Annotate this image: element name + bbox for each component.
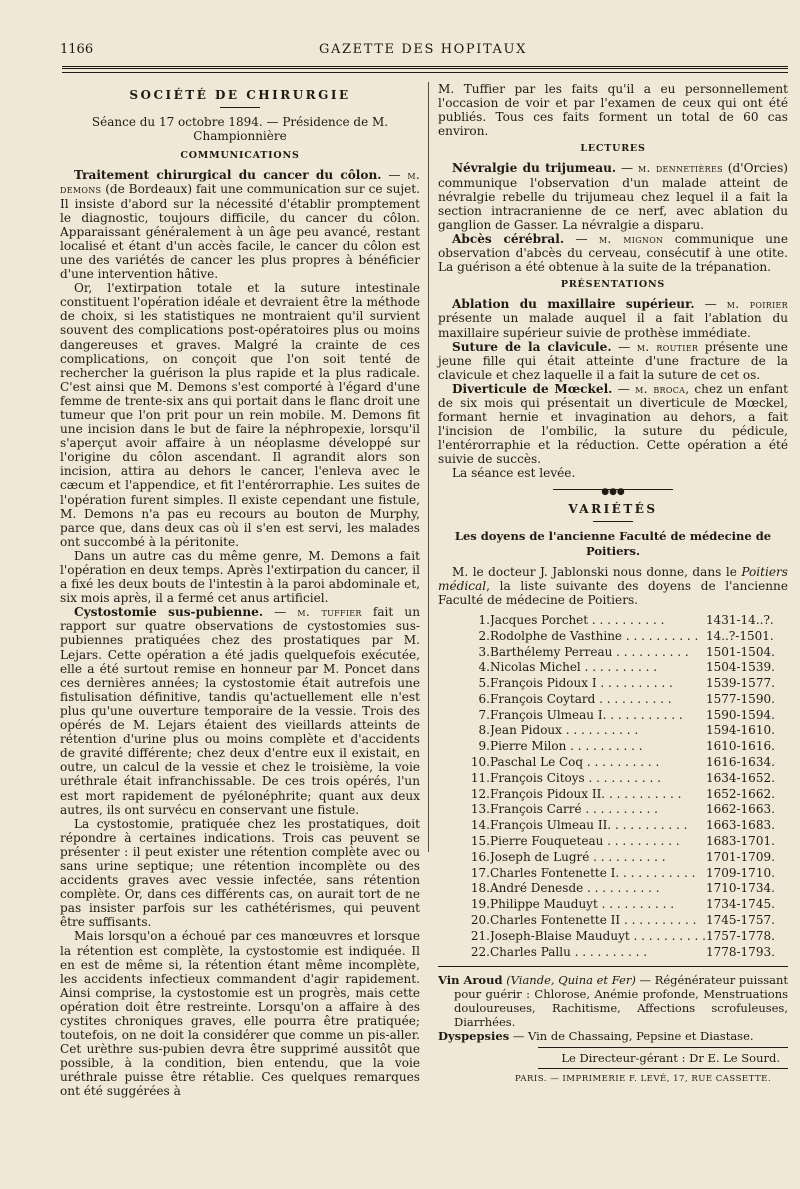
dean-dates: 1501-1504. xyxy=(705,644,775,659)
dean-name: François Pidoux II. . . . . . . . . . . xyxy=(490,786,682,801)
dean-name: Nicolas Michel . . . . . . . . . . xyxy=(490,660,658,675)
header-rule xyxy=(62,72,788,73)
paragraph-clavicule: Suture de la clavicule. — m. routier présente une jeune fille qui était atteinte d'une fracture de la clavicule et chez laquelle il a fait la suture de cet os. xyxy=(438,339,788,382)
dean-row xyxy=(468,660,775,676)
dean-dates: 1652-1662. xyxy=(705,786,775,801)
ad-dyspepsies-lead: Dyspepsies xyxy=(438,1029,510,1044)
deans-table xyxy=(468,613,775,961)
dean-row xyxy=(468,866,775,882)
paragraph-jablonski xyxy=(438,565,788,607)
dean-row xyxy=(468,850,775,866)
dean-name: François Citoys . . . . . . . . . . xyxy=(490,770,661,785)
dean-number: 21. xyxy=(470,928,490,943)
ornament-dots-icon: ●●● xyxy=(601,486,625,497)
ad-dyspepsies xyxy=(438,1029,788,1043)
author-routier: m. routier xyxy=(636,339,699,354)
lead-abces: Abcès cérébral. xyxy=(452,231,565,246)
dean-name: François Pidoux I . . . . . . . . . . xyxy=(490,676,673,691)
dean-row xyxy=(468,723,775,739)
dean-dates: 1778-1793. xyxy=(705,944,775,959)
ad-vin-aroud-text: — Régénérateur puissant pour guérir : Chlorose, Anémie profonde, Menstruations douloureuses, Rachitisme, Affections scrofuleuses, Diarrhées. xyxy=(454,973,789,1030)
dean-row xyxy=(468,881,775,897)
dean-number: 19. xyxy=(470,897,490,912)
dean-number: 13. xyxy=(470,802,490,817)
dean-name: Philippe Mauduyt . . . . . . . . . . xyxy=(490,897,675,912)
paragraph-indications: La cystostomie, pratiquée chez les prostatiques, doit répondre à certaines indications. Trois cas peuvent se présenter : il peut exister une rétention complète avec ou sans urine septique; une rétention incomplète ou des accidents graves avec vessie infectée, sans rétention complète. Or, dans ces différents cas, on aurait tort de ne pas insister parfois sur les cathétérismes, qui peuvent être suffisants. xyxy=(60,816,420,930)
lead-clavicule: Suture de la clavicule. xyxy=(452,339,612,354)
paragraph-retention: Mais lorsqu'on a échoué par ces manœuvres et lorsque la rétention est complète, la cystostomie est indiquée. Il en est de même si, la rétention étant même incomplète, les accidents infectieux commandent d'agir rapidement. Ainsi comprise, la cystostomie est un progrès, mais cette opération doit être restreinte. Lorsqu'on a affaire à des cystites chroniques graves, elle pourra être pratiquée; toutefois, on ne doit la considérer que comme un pis-aller. Cet urèthre sus-pubien devra être supprimé aussitôt que possible, à la condition, bien entendu, que la voie uréthrale puisse être rétablie. Ces quelques remarques ont été suggérées à xyxy=(60,929,420,1099)
dean-number: 7. xyxy=(478,707,490,722)
dean-number: 14. xyxy=(470,818,490,833)
dean-dates: 1662-1663. xyxy=(705,802,775,817)
dean-row xyxy=(468,739,775,755)
dean-dates: 1634-1652. xyxy=(705,770,775,785)
dean-row xyxy=(468,945,775,961)
dean-name: Charles Fontenette II . . . . . . . . . . xyxy=(490,913,697,928)
header-double-rule xyxy=(62,66,788,69)
dean-dates: 1616-1634. xyxy=(705,755,775,770)
paragraph-diverticule: Diverticule de Mœckel. — m. broca, chez un enfant de six mois qui présentait un diverticule de Mœckel, formant hernie et invagination au dehors, a fait l'incision de l'ombilic, la suture du pédicule, l'entérorraphie et la réduction. Cette opération a été suivie de succès. xyxy=(438,381,789,467)
dean-row xyxy=(468,802,775,818)
dean-dates: 1594-1610. xyxy=(705,723,775,738)
dean-number: 12. xyxy=(470,786,490,801)
ad-vin-aroud-lead: Vin Aroud xyxy=(438,973,503,988)
dean-number: 16. xyxy=(470,849,490,864)
intro-text-b: , la liste suivante des doyens de l'ancienne Faculté de médecine de Poitiers. xyxy=(438,578,788,607)
dean-number: 1. xyxy=(478,612,490,627)
text-cystostomie: fait un rapport sur quatre observations de cystostomies sus-pubiennes pratiquées chez des prostatiques par M. Lejars. Cette opération a été jadis quelquefois exécutée, elle a été surtout remise en honneur par M. Poncet dans ces dernières années; la cystostomie était autrefois une fistulisation définitive, tandis qu'actuellement elle n'est plus qu'une ouverture temporaire de la vessie. Trois des opérés de M. Lejars étaient des vieillards atteints de rétention d'urine plus ou moins complète et d'accidents de gravité différente; chez deux d'entre eux il existait, en outre, un calcul de la vessie et chez le troisième, la voie uréthrale était infranchissable. De ces trois opérés, l'un est mort rapidement de pyélonéphrite; quant aux deux autres, ils ont survécu en conservant une fistule. xyxy=(60,605,420,817)
paragraph-maxillaire: Ablation du maxillaire supérieur. — m. poirier présente un malade auquel il a fait l'ablation du maxillaire supérieur suivie de prothèse immédiate. xyxy=(438,297,788,340)
text-clavicule: présente une jeune fille qui était atteinte d'une fracture de la clavicule et chez laquelle il a fait la suture de cet os. xyxy=(438,339,788,382)
dean-name: Joseph de Lugré . . . . . . . . . . xyxy=(490,849,666,864)
author-broca: m. broca xyxy=(635,381,686,396)
dean-number: 8. xyxy=(478,723,490,738)
right-column xyxy=(438,82,788,1086)
subheading-lectures: LECTURES xyxy=(580,143,646,155)
dean-row xyxy=(468,629,775,645)
paragraph-extirpation: Or, l'extirpation totale et la suture intestinale constituent l'opération idéale et devraient être la méthode de choix, si les statistiques ne montraient qu'il survient souvent des complications post-opératoires plus ou moins dangereuses et graves. Malgré la crainte de ces complications, on conçoit que l'on soit tenté de rechercher la guérison la plus rapide et la plus radicale. C'est ainsi que M. Demons s'est comporté à l'égard d'une femme de trente-six ans qui portait dans le flanc droit une tumeur que l'on prit pour un rein mobile. M. Demons fit une incision dans le but de faire la néphropexie, lorsqu'il s'aperçut avoir affaire à un néoplasme développé sur l'origine du côlon ascendant. Il agrandit alors son incision, attira au dehors le cancer, l'enleva avec le cæcum et l'appendice, et fit l'entérorraphie. Les suites de l'opération furent simples. Il existe cependant une fistule, M. Demons n'a pas eu recours au bouton de Murphy, parce que, dans deux cas où il s'en est servi, les malades ont succombé à la péritonite. xyxy=(60,281,420,549)
dean-name: Charles Pallu . . . . . . . . . . xyxy=(490,944,648,959)
page-number: 1166 xyxy=(60,42,94,57)
lead-maxillaire: Ablation du maxillaire supérieur. xyxy=(452,297,695,312)
dean-dates: 1701-1709. xyxy=(705,849,775,864)
text-diverticule: , chez un enfant de six mois qui présentait un diverticule de Mœckel, formant hernie et invagination au dehors, a fait l'incision de l'ombilic, la suture du pédicule, l'entérorraphie et la réduction. Cette opération a été suivie de succès. xyxy=(438,381,789,467)
dean-dates: 1683-1701. xyxy=(705,834,775,849)
ad-separator-rule xyxy=(438,966,788,967)
dean-number: 15. xyxy=(470,834,490,849)
dean-name: Barthélemy Perreau . . . . . . . . . . xyxy=(490,644,689,659)
dean-row xyxy=(468,834,775,850)
article-title-doyens: Les doyens de l'ancienne Faculté de médecine de Poitiers. xyxy=(454,528,772,558)
dean-dates: 1539-1577. xyxy=(705,676,775,691)
dean-dates: 1610-1616. xyxy=(705,739,775,754)
dean-row xyxy=(468,897,775,913)
paragraph-deux-temps: Dans un autre cas du même genre, M. Demons a fait l'opération en deux temps. Après l'extirpation du cancer, il a fixé les deux bouts de l'intestin à la paroi abdominale et, six mois après, il a fermé cet anus artificiel. xyxy=(60,548,420,606)
dean-row xyxy=(468,613,775,629)
author-mignon: m. mignon xyxy=(598,231,664,246)
dean-number: 3. xyxy=(478,644,490,659)
intro-journal: Poitiers médical xyxy=(438,564,788,593)
dean-name: Rodolphe de Vasthine . . . . . . . . . . xyxy=(490,628,699,643)
dean-number: 20. xyxy=(470,913,490,928)
dean-row xyxy=(468,708,775,724)
dean-dates: 1734-1745. xyxy=(705,897,775,912)
dean-name: Joseph-Blaise Mauduyt . . . . . . . . . . xyxy=(490,928,706,943)
dean-name: Jean Pidoux . . . . . . . . . . xyxy=(490,723,639,738)
dean-number: 9. xyxy=(478,739,490,754)
dean-number: 6. xyxy=(478,691,490,706)
dean-dates: 1663-1683. xyxy=(705,818,775,833)
dean-name: François Ulmeau II. . . . . . . . . . . xyxy=(490,818,688,833)
text-abces: communique une observation d'abcès du cerveau, consécutif à une otite. La guérison a été obtenue à la suite de la trépanation. xyxy=(438,231,788,275)
paragraph-tuffier-faits: M. Tuffier par les faits qu'il a eu personnellement l'occasion de voir et par l'examen de ceux qui ont été publiés. Tous ces faits forment un total de 60 cas environ. xyxy=(438,82,788,139)
left-column xyxy=(60,88,420,1099)
short-rule xyxy=(220,107,260,108)
dean-dates: 1709-1710. xyxy=(705,865,775,880)
advertisements xyxy=(438,973,788,1043)
dean-name: François Coytard . . . . . . . . . . xyxy=(490,691,672,706)
dean-name: Charles Fontenette I. . . . . . . . . . . xyxy=(490,865,696,880)
author-demons: m. demons xyxy=(60,168,420,197)
author-dennetieres: m. dennetières xyxy=(638,161,723,176)
dean-name: André Denesde . . . . . . . . . . xyxy=(490,881,660,896)
dean-row xyxy=(468,755,775,771)
journal-title: GAZETTE DES HOPITAUX xyxy=(319,42,527,57)
lead-cystostomie: Cystostomie sus-pubienne. xyxy=(74,605,264,620)
author-poirier: m. poirier xyxy=(726,297,788,312)
dean-dates: 1710-1734. xyxy=(705,881,775,896)
dean-number: 22. xyxy=(470,944,490,959)
dean-row xyxy=(468,929,775,945)
section-title-varietes: VARIÉTÉS xyxy=(568,501,658,516)
dean-row xyxy=(468,771,775,787)
dean-dates: 1431-14..?. xyxy=(705,612,774,627)
dean-name: François Carré . . . . . . . . . . xyxy=(490,802,658,817)
intro-text-a: M. le docteur J. Jablonski nous donne, dans le xyxy=(452,564,742,579)
dean-row xyxy=(468,645,775,661)
dean-dates: 1504-1539. xyxy=(705,660,775,675)
dean-number: 11. xyxy=(470,770,490,785)
ornament-rule xyxy=(553,486,673,497)
printer-line: PARIS. — IMPRIMERIE F. LEVÉ, 17, RUE CASSETTE. xyxy=(514,1073,772,1084)
dean-number: 18. xyxy=(470,881,490,896)
dean-number: 5. xyxy=(478,676,490,691)
seance-line: Séance du 17 octobre 1894. — Présidence de M. Championnière xyxy=(91,115,389,144)
dean-name: Pierre Fouqueteau . . . . . . . . . . xyxy=(490,834,680,849)
dean-dates: 14..?-1501. xyxy=(705,628,774,643)
dean-name: Jacques Porchet . . . . . . . . . . xyxy=(490,612,665,627)
page-header xyxy=(60,42,786,62)
dean-number: 10. xyxy=(470,755,490,770)
dean-row xyxy=(468,692,775,708)
paragraph-abces: Abcès cérébral. — m. mignon communique une observation d'abcès du cerveau, consécutif à une otite. La guérison a été obtenue à la suite de la trépanation. xyxy=(438,231,788,275)
section-title-societe: SOCIÉTÉ DE CHIRURGIE xyxy=(129,88,351,102)
subheading-communications: COMMUNICATIONS xyxy=(180,150,300,162)
ad-vin-aroud-paren: (Viande, Quina et Fer) xyxy=(506,973,636,988)
dean-name: Paschal Le Coq . . . . . . . . . . xyxy=(490,755,660,770)
director-line: Le Directeur-gérant : Dr E. Le Sourd. xyxy=(538,1047,788,1068)
ad-dyspepsies-text: — Vin de Chassaing, Pepsine et Diastase. xyxy=(512,1029,754,1044)
dean-number: 2. xyxy=(478,628,490,643)
text-nevralgie: (d'Orcies) communique l'observation d'un malade atteint de névralgie rebelle du trijumeau chez lequel il a fait la section intracranienne de ce nerf, avec ablation du ganglion de Gasser. La névralgie a disparu. xyxy=(438,161,788,232)
dean-name: François Ulmeau I. . . . . . . . . . . xyxy=(490,707,683,722)
dean-number: 4. xyxy=(478,660,490,675)
lead-diverticule: Diverticule de Mœckel. xyxy=(452,381,613,396)
lead-cancer-colon: Traitement chirurgical du cancer du côlon. xyxy=(74,168,382,183)
subheading-presentations: PRÉSENTATIONS xyxy=(560,279,666,291)
column-separator xyxy=(428,82,429,852)
paragraph-nevralgie: Névralgie du trijumeau. — m. dennetières (d'Orcies) communique l'observation d'un malade atteint de névralgie rebelle du trijumeau chez lequel il a fait la section intracranienne de ce nerf, avec ablation du ganglion de Gasser. La névralgie a disparu. xyxy=(438,161,788,232)
text-maxillaire: présente un malade auquel il a fait l'ablation du maxillaire supérieur suivie de prothèse immédiate. xyxy=(438,311,788,340)
paragraph-cancer-colon: Traitement chirurgical du cancer du côlon. — m. demons (de Bordeaux) fait une communication sur ce sujet. Il insiste d'abord sur la nécessité d'établir promptement le diagnostic, toujours difficile, du cancer du côlon. Apparaissant généralement à un âge peu avancé, restant localisé et étant d'un accès facile, le cancer du côlon est une des variétés de cancer les plus propres à bénéficier d'une intervention hâtive. xyxy=(60,168,420,282)
ad-vin-aroud xyxy=(438,973,788,1029)
text-cancer-colon: (de Bordeaux) fait une communication sur ce sujet. Il insiste d'abord sur la nécessité d'établir promptement le diagnostic, toujours difficile, du cancer du côlon. Apparaissant généralement à un âge peu avancé, restant localisé et étant d'un accès facile, le cancer du côlon est une des variétés de cancer les plus propres à bénéficier d'une intervention hâtive. xyxy=(60,182,420,282)
short-rule-varietes xyxy=(593,521,633,522)
dean-row xyxy=(468,913,775,929)
dean-dates: 1745-1757. xyxy=(705,913,775,928)
dean-number: 17. xyxy=(470,865,490,880)
author-tuffier: m. tuffier xyxy=(297,605,362,620)
lead-nevralgie: Névralgie du trijumeau. xyxy=(452,161,617,176)
dean-dates: 1577-1590. xyxy=(705,691,775,706)
paragraph-seance-levee: La séance est levée. xyxy=(452,466,576,481)
dean-row xyxy=(468,818,775,834)
dean-dates: 1757-1778. xyxy=(705,928,775,943)
dean-row xyxy=(468,787,775,803)
dean-dates: 1590-1594. xyxy=(705,707,775,722)
dean-name: Pierre Milon . . . . . . . . . . xyxy=(490,739,643,754)
dean-row xyxy=(468,676,775,692)
paragraph-cystostomie: Cystostomie sus-pubienne. — m. tuffier fait un rapport sur quatre observations de cystostomies sus-pubiennes pratiquées chez des prostatiques par M. Lejars. Cette opération a été jadis quelquefois exécutée, elle a été surtout remise en honneur par M. Poncet dans ces dernières années; la cystostomie était autrefois une fistulisation définitive, tandis qu'actuellement elle n'est plus qu'une ouverture temporaire de la vessie. Trois des opérés de M. Lejars étaient des vieillards atteints de rétention d'urine plus ou moins complète et d'accidents de gravité différente; chez deux d'entre eux il existait, en outre, un calcul de la vessie et chez le troisième, la voie uréthrale était infranchissable. De ces trois opérés, l'un est mort rapidement de pyélonéphrite; quant aux deux autres, ils ont survécu en conservant une fistule. xyxy=(60,605,420,817)
